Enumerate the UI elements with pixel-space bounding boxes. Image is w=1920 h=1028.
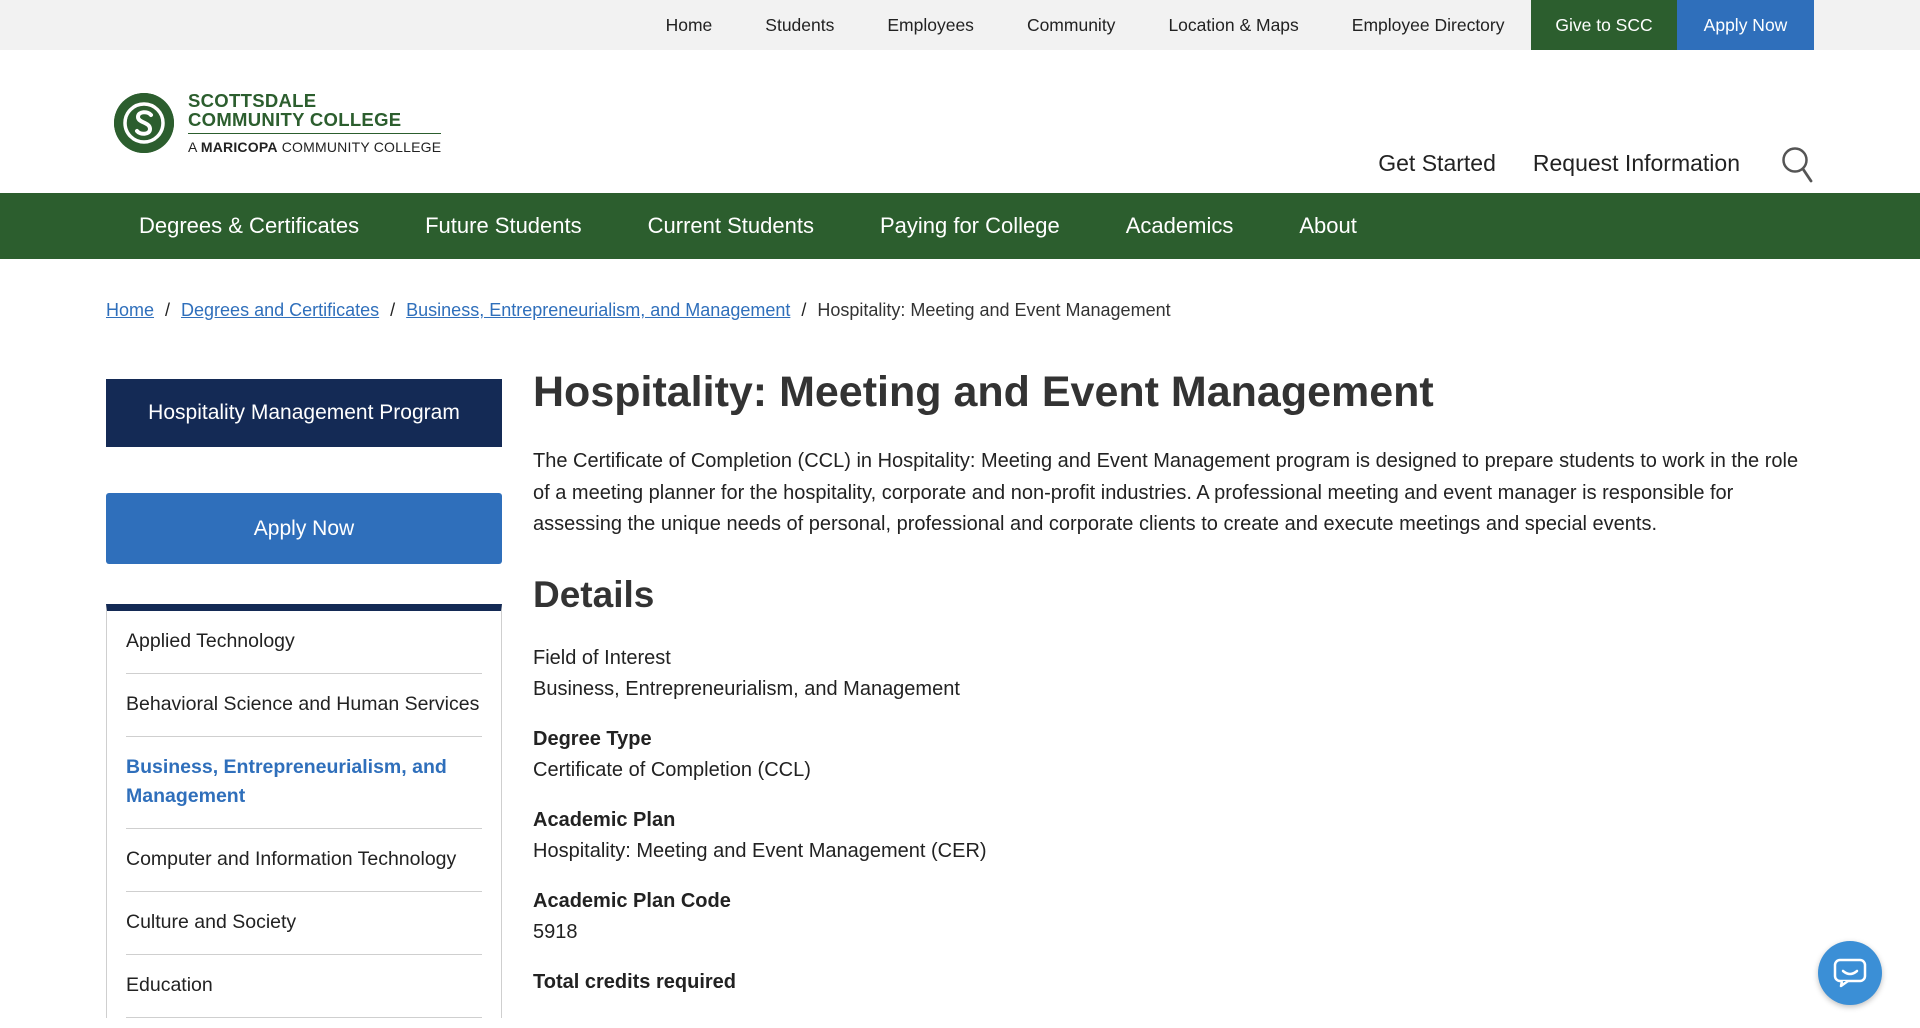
give-to-scc-button[interactable]: Give to SCC [1531, 0, 1677, 50]
request-information-link[interactable]: Request Information [1532, 150, 1740, 176]
details-heading: Details [533, 573, 655, 615]
chat-icon [1833, 958, 1867, 988]
detail-academic-plan-code [533, 886, 1813, 949]
main-content [533, 362, 1813, 998]
main-nav [0, 193, 1920, 259]
breadcrumb-separator: / [165, 300, 171, 320]
field-item-business-active[interactable]: Business, Entrepreneurialism, and Management [126, 737, 482, 829]
main-nav-items [106, 193, 1390, 259]
breadcrumb-business[interactable]: Business, Entrepreneurialism, and Management [406, 300, 791, 320]
college-logo[interactable] [114, 91, 441, 155]
program-description: The Certificate of Completion (CCL) in Hospitality: Meeting and Event Management program is designed to prepare students to work in the role of a meeting planner for the hospitality, corporate and non-profit industries. A professional meeting and event manager is responsible for assessing the unique needs of personal, professional and corporate clients to create and execute meetings and special events. [533, 450, 1799, 535]
breadcrumb-home[interactable]: Home [106, 300, 155, 320]
logo-line-2: COMMUNITY COLLEGE [188, 110, 441, 134]
utility-bar [0, 0, 1920, 50]
breadcrumb [106, 300, 1171, 321]
logo-line-3-suffix: COMMUNITY COLLEGE [277, 139, 442, 155]
utility-apply-now-button[interactable]: Apply Now [1677, 0, 1814, 50]
logo-line-3-prefix: A [188, 139, 201, 155]
nav-paying-for-college[interactable]: Paying for College [879, 213, 1060, 238]
header-links [1378, 150, 1740, 177]
fields-of-interest-list [106, 604, 502, 1018]
page-title: Hospitality: Meeting and Event Management [533, 368, 1434, 416]
field-item-applied-technology[interactable]: Applied Technology [126, 611, 482, 674]
detail-label: Total credits required [533, 970, 737, 993]
breadcrumb-current: Hospitality: Meeting and Event Management [817, 300, 1171, 320]
detail-degree-type [533, 724, 1813, 787]
utility-link-students[interactable]: Students [765, 14, 835, 35]
detail-value: Business, Entrepreneurialism, and Management [533, 678, 960, 700]
field-item-culture-society[interactable]: Culture and Society [126, 892, 482, 955]
logo-line-3-bold: MARICOPA [200, 139, 278, 155]
utility-link-employee-directory[interactable]: Employee Directory [1351, 14, 1505, 35]
detail-total-credits [533, 967, 1813, 999]
breadcrumb-separator: / [390, 300, 396, 320]
breadcrumb-separator: / [801, 300, 807, 320]
chat-button[interactable] [1818, 941, 1882, 1005]
nav-current-students[interactable]: Current Students [647, 213, 814, 238]
logo-line-3 [188, 139, 441, 155]
detail-academic-plan [533, 805, 1813, 868]
detail-label: Degree Type [533, 727, 652, 750]
sidebar-apply-now-button[interactable]: Apply Now [106, 493, 502, 564]
logo-emblem-icon [114, 93, 174, 153]
nav-academics[interactable]: Academics [1125, 213, 1234, 238]
breadcrumb-degrees-certificates[interactable]: Degrees and Certificates [181, 300, 380, 320]
field-item-computer-information-technology[interactable]: Computer and Information Technology [126, 829, 482, 892]
detail-value: 5918 [533, 921, 578, 943]
logo-text [188, 91, 441, 155]
utility-link-community[interactable]: Community [1026, 14, 1116, 35]
nav-future-students[interactable]: Future Students [425, 213, 582, 238]
field-item-education[interactable]: Education [126, 955, 482, 1018]
detail-label: Academic Plan Code [533, 889, 731, 912]
utility-link-location-maps[interactable]: Location & Maps [1168, 14, 1299, 35]
utility-nav [639, 0, 1814, 50]
utility-link-employees[interactable]: Employees [887, 14, 974, 35]
sidebar [106, 379, 502, 1018]
detail-value: Certificate of Completion (CCL) [533, 759, 811, 781]
detail-field-of-interest [533, 643, 1813, 706]
get-started-link[interactable]: Get Started [1378, 150, 1496, 176]
detail-label: Field of Interest [533, 646, 671, 669]
nav-degrees-certificates[interactable]: Degrees & Certificates [139, 213, 360, 238]
detail-value: Hospitality: Meeting and Event Management (CER) [533, 840, 987, 862]
program-title-box: Hospitality Management Program [106, 379, 502, 447]
detail-label: Academic Plan [533, 808, 676, 831]
field-item-behavioral-science[interactable]: Behavioral Science and Human Services [126, 674, 482, 737]
utility-link-home[interactable]: Home [665, 14, 713, 35]
nav-about[interactable]: About [1299, 213, 1357, 238]
logo-line-1: SCOTTSDALE [188, 90, 317, 111]
search-icon[interactable] [1781, 146, 1813, 184]
site-header [0, 50, 1920, 193]
